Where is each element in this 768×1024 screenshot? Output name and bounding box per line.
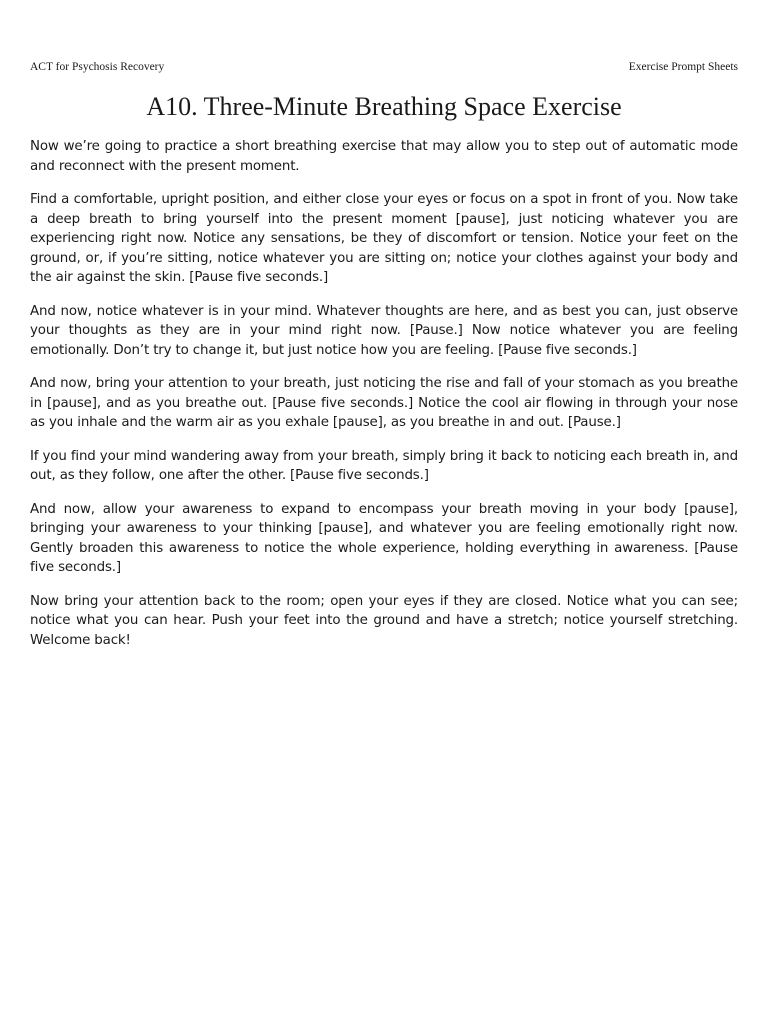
paragraph-intro: Now we’re going to practice a short breathing exercise that may allow you to step out of automatic mode and reconnect with the present moment. (30, 139, 738, 174)
paragraph-wandering: If you find your mind wandering away from your breath, simply bring it back to noticing each breath in, and out, as they follow, one after the other. [Pause five seconds.] (30, 448, 738, 483)
header-section-title: Exercise Prompt Sheets (628, 61, 738, 73)
paragraph-expand: And now, allow your awareness to expand to encompass your breath moving in your body [pause], bringing your awareness to your thinking [pause], and whatever you are feeling emotionally right now. Gently broaden this awareness to notice the whole experience, holding everything in awareness. [Pause five seconds.] (30, 501, 738, 575)
running-header (30, 60, 738, 74)
body-text (30, 137, 738, 664)
paragraph-mind: And now, notice whatever is in your mind. Whatever thoughts are here, and as best you can, just observe your thoughts as they are in your mind right now. [Pause.] Now notice whatever you are feeling emotionally. Don’t try to change it, but just notice how you are feeling. [Pause five seconds.] (30, 303, 738, 358)
paragraph-position: Find a comfortable, upright position, and either close your eyes or focus on a spot in front of you. Now take a deep breath to bring yourself into the present moment [pause], just noticing whatever you are experiencing right now. Notice any sensations, be they of discomfort or tension. Notice your feet on the ground, or, if you’re sitting, notice whatever you are sitting on; notice your clothes against your body and the air against the skin. [Pause five seconds.] (30, 192, 738, 285)
paragraph-breath: And now, bring your attention to your breath, just noticing the rise and fall of your stomach as you breathe in [pause], and as you breathe out. [Pause five seconds.] Notice the cool air flowing in through your nose as you inhale and the warm air as you exhale [pause], as you breathe in and out. [Pause.] (30, 376, 738, 430)
paragraph-return: Now bring your attention back to the room; open your eyes if they are closed. Notice what you can see; notice what you can hear. Push your feet into the ground and have a stretch; notice yourself stretching. Welcome back! (30, 593, 738, 648)
page-title: A10. Three-Minute Breathing Space Exercise (146, 92, 622, 121)
header-book-title: ACT for Psychosis Recovery (30, 61, 165, 73)
